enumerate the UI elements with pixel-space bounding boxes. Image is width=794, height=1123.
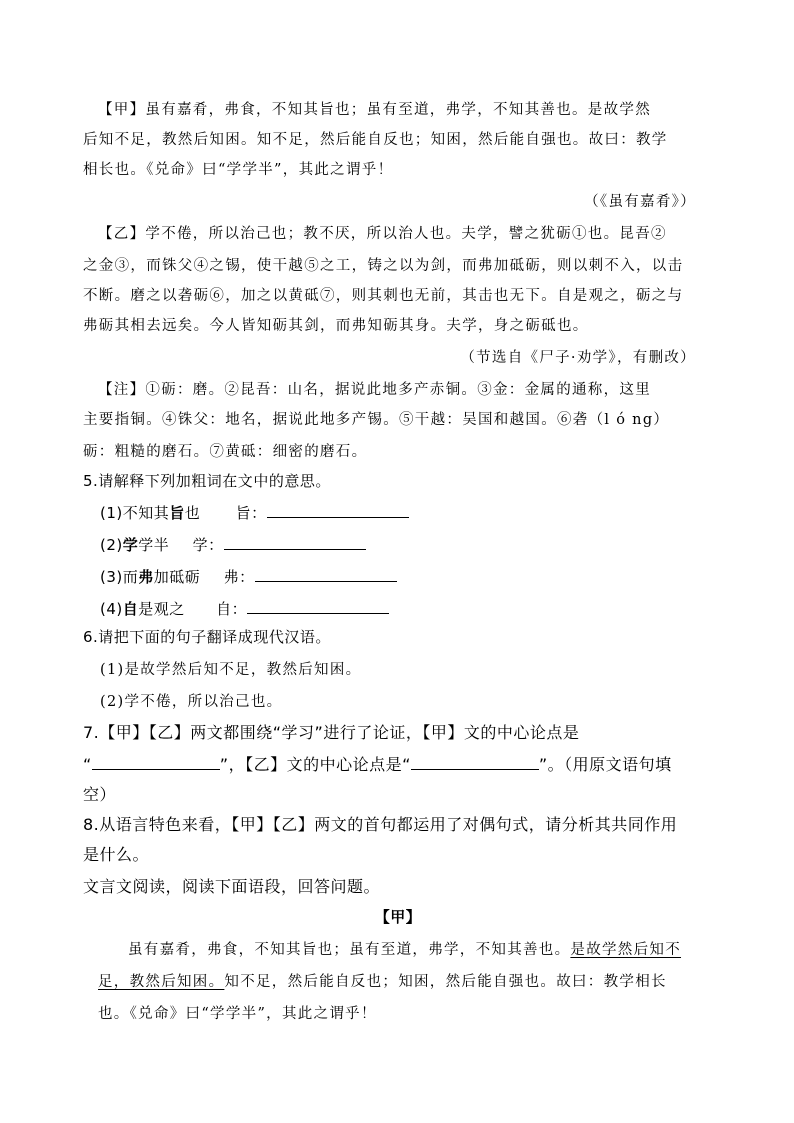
section-intro: 文言文阅读，阅读下面语段，回答问题。 xyxy=(83,877,381,896)
yi-line-4: 弗砺其相去远矣。今人皆知砺其剑，而弗知砺其身。夫学，身之砺砥也。 xyxy=(83,318,589,334)
q6-sentence-1: (1)是故学然后知不足，教然后知困。 xyxy=(100,662,362,678)
underlined-sentence: 是故学然后知不 xyxy=(570,942,682,958)
jia-line-1: 【甲】虽有嘉肴，弗食，不知其旨也；虽有至道，弗学，不知其善也。是故学然 xyxy=(98,102,651,118)
underlined-sentence-cont: 足，教然后知困。 xyxy=(98,974,225,990)
q5-item-1: (1)不知其旨也 旨： xyxy=(100,502,700,523)
q7-answer-blank-2[interactable] xyxy=(411,755,539,770)
jia-source: （《虽有嘉肴》） xyxy=(584,194,696,210)
jia-line-3: 相长也。《兑命》曰“学学半”，其此之谓乎！ xyxy=(83,162,394,178)
jia-line-2: 后知不足，教然后知困。知不足，然后能自反也；知困，然后能自强也。故曰：教学 xyxy=(83,132,668,148)
q5-item-4: (4)自是观之 自： xyxy=(100,598,700,619)
notes-line-2: 主要指铜。④铢父：地名，据说此地多产锡。⑤干越：吴国和越国。⑥砻（l ó ng） xyxy=(83,412,670,428)
q6-title: 6.请把下面的句子翻译成现代汉语。 xyxy=(83,628,331,646)
yi-line-1: 【乙】学不倦，所以治己也；教不厌，所以治人也。夫学，譬之犹砺①也。昆吾② xyxy=(98,226,667,242)
section-heading: 【甲】 xyxy=(374,908,422,926)
q5-answer-blank-1[interactable] xyxy=(267,503,409,518)
q5-item-3: (3)而弗加砥砺 弗： xyxy=(100,566,700,587)
q5-title: 5.请解释下列加粗词在文中的意思。 xyxy=(83,472,331,490)
q7-line-2: “ ”，【乙】文的中心论点是“ ”。（用原文语句填 xyxy=(83,755,672,774)
q6-sentence-2: (2)学不倦，所以治己也。 xyxy=(100,694,283,710)
yi-line-2: 之金③，而铢父④之锡，使干越⑤之工，铸之以为剑，而弗加砥砺，则以刺不入，以击 xyxy=(83,258,684,274)
yi-line-3: 不断。磨之以砻砺⑥，加之以黄砥⑦，则其刺也无前，其击也无下。自是观之，砺之与 xyxy=(83,288,684,304)
q7-line-1: 7.【甲】【乙】两文都围绕“学习”进行了论证，【甲】文的中心论点是 xyxy=(83,723,580,742)
section-line-2: 足，教然后知困。知不足，然后能自反也；知困，然后能自强也。故曰：教学相长 xyxy=(98,974,667,990)
q8-line-1: 8.从语言特色来看，【甲】【乙】两文的首句都运用了对偶句式，请分析其共同作用 xyxy=(83,815,678,834)
section-line-3: 也。《兑命》曰“学学半”，其此之谓乎！ xyxy=(98,1006,377,1022)
q5-answer-blank-4[interactable] xyxy=(247,599,389,614)
notes-line-3: 砺：粗糙的磨石。⑦黄砥：细密的磨石。 xyxy=(83,444,368,460)
section-line-1: 虽有嘉肴，弗食，不知其旨也；虽有至道，弗学，不知其善也。是故学然后知不 xyxy=(128,942,682,958)
yi-source: （节选自《尸子·劝学》，有删改） xyxy=(460,350,696,366)
q5-answer-blank-3[interactable] xyxy=(255,567,397,582)
q5-answer-blank-2[interactable] xyxy=(224,535,366,550)
q5-item-2: (2)学学半 学： xyxy=(100,534,700,555)
notes-line-1: 【注】①砺：磨。②昆吾：山名，据说此地多产赤铜。③金：金属的通称，这里 xyxy=(98,382,651,398)
q8-line-2: 是什么。 xyxy=(83,845,150,864)
q7-line-3: 空） xyxy=(83,785,117,804)
q7-answer-blank-1[interactable] xyxy=(92,755,220,770)
